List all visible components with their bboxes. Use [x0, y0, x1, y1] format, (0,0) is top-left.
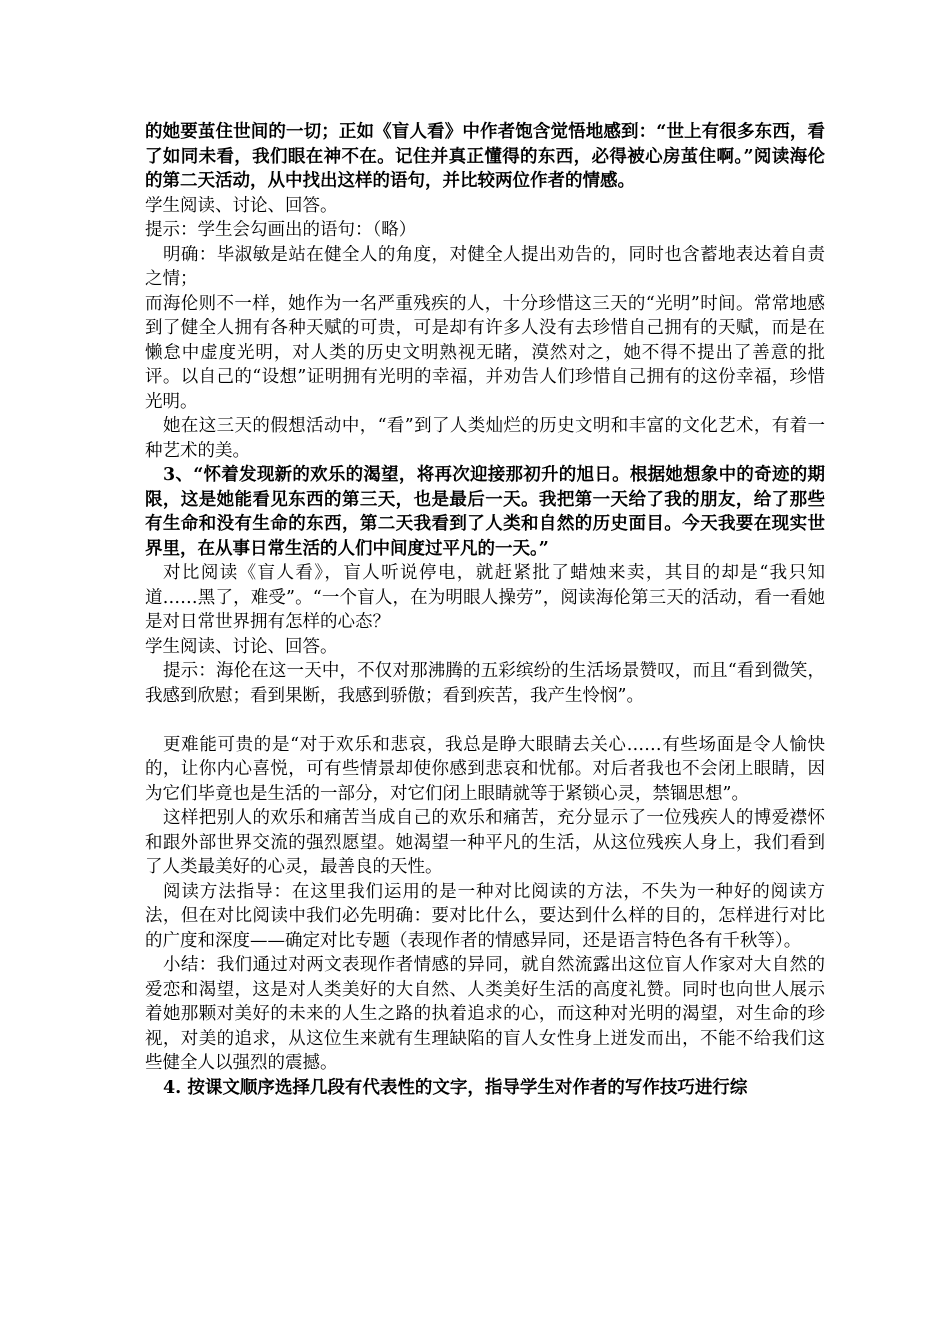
paragraph-8-compare: 对比阅读《盲人看》，盲人听说停电，就赶紧批了蜡烛来卖，其目的却是“我只知道……黑了，难受”。“一个盲人，在为明眼人操劳”，阅读海伦第三天的活动，看一看她是对日常世界拥有怎样的心态？ [145, 563, 825, 632]
paragraph-10-hint: 提示：海伦在这一天中，不仅对那沸腾的五彩缤纷的生活场景赞叹，而且“看到微笑，我感到欣慰；看到果断，我感到骄傲；看到疾苦，我产生怜悯”。 [145, 661, 825, 706]
paragraph-13-reading-method: 阅读方法指导：在这里我们运用的是一种对比阅读的方法，不失为一种好的阅读方法，但在对比阅读中我们必先明确：要对比什么，要达到什么样的目的，怎样进行对比的广度和深度——确定对比专题（表现作者的情感异同，还是语言特色各有千秋等）。 [145, 881, 825, 951]
paragraph-14-summary: 小结：我们通过对两文表现作者情感的异同，就自然流露出这位盲人作家对大自然的爱恋和渴望，这是对人类美好的大自然、人类美好生活的高度礼赞。同时也向世人展示着她那颗对美好的未来的人生之路的执着追求的心，而这种对光明的渴望，对生命的珍视，对美的追求，从这位生来就有生理缺陷的盲人女性身上迸发而出，不能不给我们这些健全人以强烈的震撼。 [145, 955, 825, 1073]
paragraph-4-clarify: 明确：毕淑敏是站在健全人的角度，对健全人提出劝告的，同时也含蓄地表达着自责之情； [145, 244, 825, 289]
paragraph-11-joy-sorrow: 更难能可贵的是“对于欢乐和悲哀，我总是睁大眼睛去关心……有些场面是令人愉快的，让你内心喜悦，可有些情景却使你感到悲哀和忧郁。对后者我也不会闭上眼睛，因为它们毕竟也是生活的一部分，对它们闭上眼睛就等于紧锁心灵，禁锢思想”。 [145, 734, 825, 804]
paragraph-3-hint: 提示：学生会勾画出的语句：（略） [145, 220, 417, 240]
paragraph-5-helen: 而海伦则不一样，她作为一名严重残疾的人，十分珍惜这三天的“光明”时间。常常地感到了健全人拥有各种天赋的可贵，可是却有许多人没有去珍惜自己拥有的天赋，而是在懒怠中虚度光明，对人类的历史文明熟视无睹，漠然对之，她不得不提出了善意的批评。以自己的“设想”证明拥有光明的幸福，并劝告人们珍惜自己拥有的这份幸福，珍惜光明。 [145, 293, 825, 412]
blank-line [145, 708, 825, 733]
paragraph-15-question-4: 4. 按课文顺序选择几段有代表性的文字，指导学生对作者的写作技巧进行综 [163, 1077, 748, 1098]
paragraph-2-student-activity: 学生阅读、讨论、回答。 [145, 195, 338, 216]
document-page [145, 120, 825, 1100]
paragraph-9-student-activity: 学生阅读、讨论、回答。 [145, 636, 338, 657]
paragraph-12-fraternity: 这样把别人的欢乐和痛苦当成自己的欢乐和痛苦，充分显示了一位残疾人的博爱襟怀和跟外部世界交流的强烈愿望。她渴望一种平凡的生活，从这位残疾人身上，我们看到了人类最美好的心灵，最善良的天性。 [145, 808, 825, 877]
paragraph-1-question: 的她要茧住世间的一切；正如《盲人看》中作者饱含觉悟地感到：“世上有很多东西，看了如同未看，我们眼在神不在。记住并真正懂得的东西，必得被心房茧住啊。”阅读海伦的第二天活动，从中找出这样的语句，并比较两位作者的情感。 [145, 122, 825, 191]
paragraph-6-art: 她在这三天的假想活动中，“看”到了人类灿烂的历史文明和丰富的文化艺术，有着一种艺术的美。 [145, 416, 825, 461]
paragraph-7-question-3: 3、“怀着发现新的欢乐的渴望，将再次迎接那初升的旭日。根据她想象中的奇迹的期限，这是她能看见东西的第三天，也是最后一天。我把第一天给了我的朋友，给了那些有生命和没有生命的东西，第二天我看到了人类和自然的历史面目。今天我要在现实世界里，在从事日常生活的人们中间度过平凡的一天。” [145, 465, 825, 559]
